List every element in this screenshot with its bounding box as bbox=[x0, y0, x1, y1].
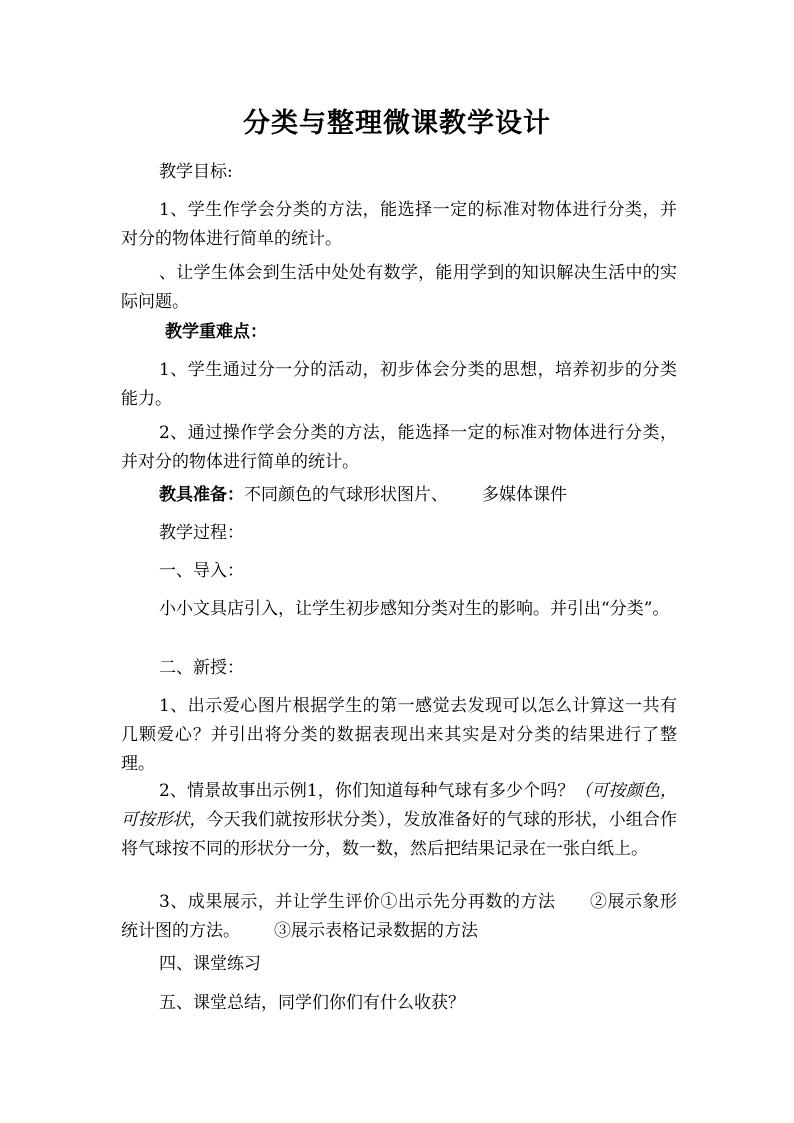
key-points-heading: 教学重难点： bbox=[165, 322, 267, 342]
goal-paragraph-1: 1、学生作学会分类的方法，能选择一定的标准对物体进行分类，并对分的物体进行简单的统计。 bbox=[121, 200, 677, 249]
tools-text: 不同颜色的气球形状图片、 bbox=[244, 485, 448, 505]
section-2-heading: 二、新授： bbox=[159, 658, 244, 678]
key-point-1: 1、学生通过分一分的活动，初步体会分类的思想，培养初步的分类能力。 bbox=[121, 360, 677, 409]
intro-paragraph: 小小文具店引入，让学生初步感知分类对生的影响。并引出“分类”。 bbox=[159, 599, 670, 619]
tools-paragraph bbox=[121, 481, 677, 510]
section-5-paragraph: 五、课堂总结，同学们你们有什么收获？ bbox=[159, 993, 465, 1013]
new-lesson-paragraph-2 bbox=[121, 777, 677, 864]
tools-text-2: 多媒体课件 bbox=[482, 485, 567, 505]
goal-paragraph-2: 、让学生体会到生活中处处有数学，能用学到的知识解决生活中的实际问题。 bbox=[121, 263, 677, 312]
tools-label: 教具准备： bbox=[159, 485, 244, 505]
process-heading: 教学过程： bbox=[159, 523, 244, 543]
new-lesson-paragraph-1: 1、出示爱心图片根据学生的第一感觉去发现可以怎么计算这一共有几颗爱心？并引出将分类的数据表现出来其实是对分类的结果进行了整理。 bbox=[121, 696, 677, 774]
section-1-heading: 一、导入： bbox=[159, 561, 244, 581]
new-3-text-c: ③展示表格记录数据的方法 bbox=[274, 921, 478, 941]
section-4-heading: 四、课堂练习 bbox=[159, 954, 261, 974]
key-point-2: 2、通过操作学会分类的方法，能选择一定的标准对物体进行分类，并对分的物体进行简单的统计。 bbox=[121, 423, 677, 472]
new-2-text-b: 今天我们就按形状分类），发放准备好的气球的形状，小组合作将气球按不同的形状分一分，数一数，然后把结果记录在一张白纸上。 bbox=[121, 810, 677, 859]
new-lesson-paragraph-3 bbox=[121, 888, 677, 946]
new-2-italic-text: （可按颜色，可按形状， bbox=[121, 781, 677, 830]
page-title: 分类与整理微课教学设计 bbox=[243, 108, 551, 139]
new-2-text-a: 2、情景故事出示例1，你们知道每种气球有多少个吗？ bbox=[159, 781, 575, 801]
goal-heading: 教学目标: bbox=[159, 162, 233, 182]
new-3-text-a: 3、成果展示，并让学生评价①出示先分再数的方法 bbox=[159, 892, 556, 912]
new-3-text-b: ②展示象形统计图的方法。 bbox=[121, 892, 677, 941]
